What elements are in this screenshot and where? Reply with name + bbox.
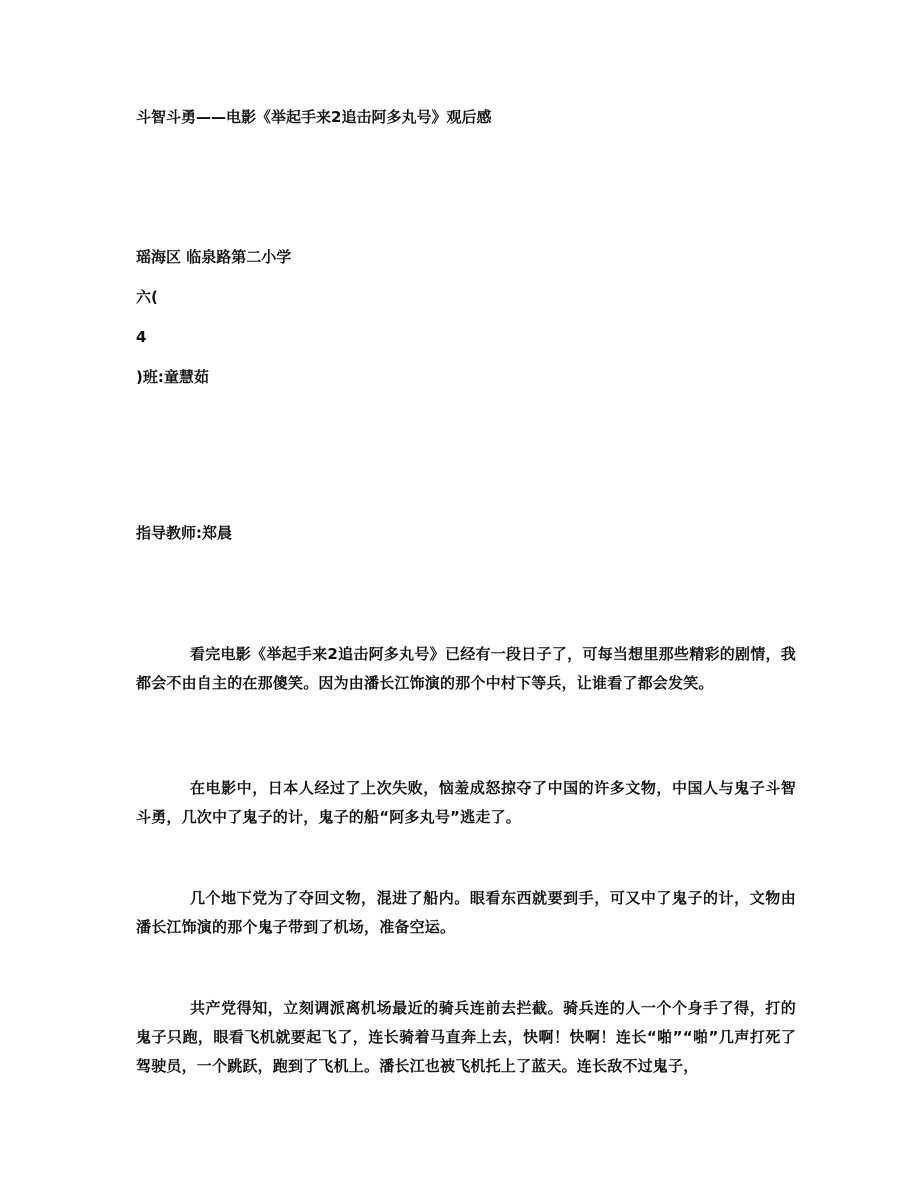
- paragraph-3: 几个地下党为了夺回文物，混进了船内。眼看东西就要到手，可又中了鬼子的计，文物由潘长江饰演的那个鬼子带到了机场，准备空运。: [136, 889, 796, 936]
- class-number: 4: [136, 328, 147, 346]
- class-prefix: 六(: [136, 288, 158, 306]
- class-student: )班:童慧茹: [136, 368, 209, 386]
- document-title: 斗智斗勇——电影《举起手来2追击阿多丸号》观后感: [136, 108, 492, 126]
- school-name: 瑶海区 临泉路第二小学: [136, 248, 292, 266]
- teacher-name: 指导教师:郑晨: [136, 524, 232, 542]
- paragraph-2: 在电影中，日本人经过了上次失败，恼羞成怒掠夺了中国的许多文物，中国人与鬼子斗智斗勇，几次中了鬼子的计，鬼子的船“阿多丸号”逃走了。: [136, 779, 796, 826]
- paragraph-4: 共产党得知，立刻调派离机场最近的骑兵连前去拦截。骑兵连的人一个个身手了得，打的鬼子只跑，眼看飞机就要起飞了，连长骑着马直奔上去，快啊！快啊！连长“啪”“啪”几声打死了驾驶员，一个跳跃，跑到了飞机上。潘长江也被飞机托上了蓝天。连长敌不过鬼子，: [136, 999, 796, 1075]
- paragraph-1: 看完电影《举起手来2追击阿多丸号》已经有一段日子了，可每当想里那些精彩的剧情，我都会不由自主的在那傻笑。因为由潘长江饰演的那个中村下等兵，让谁看了都会发笑。: [136, 645, 796, 692]
